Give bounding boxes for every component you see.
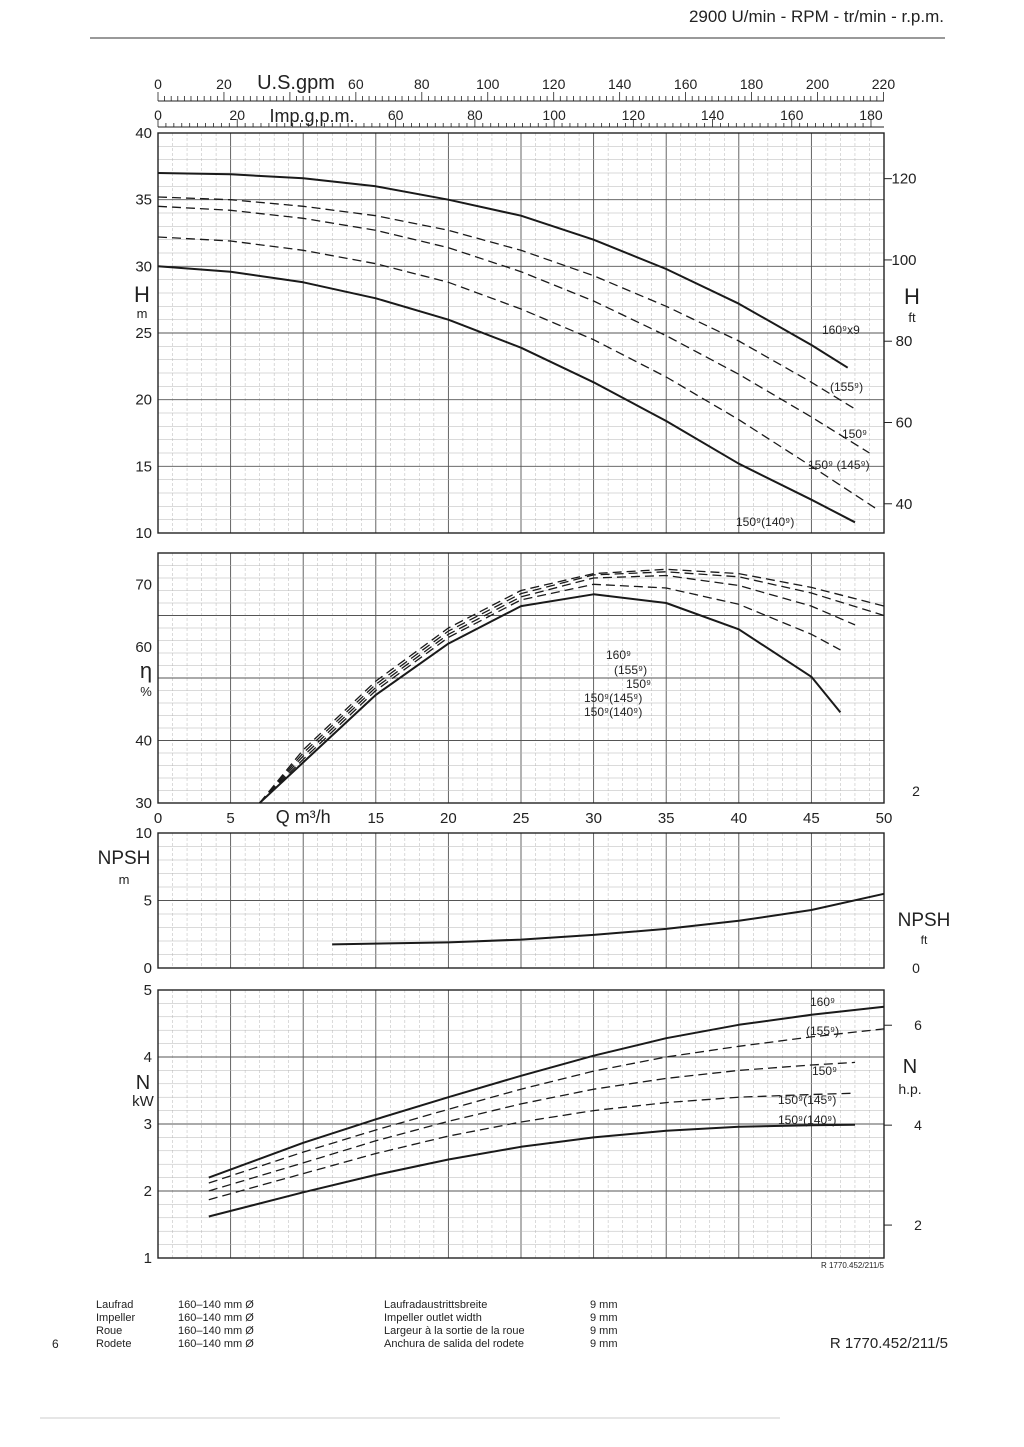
hp-tick-label: 2 (914, 1217, 922, 1234)
efficiency-curve-label: (155⁹) (614, 663, 648, 677)
y-tick-label-head: 15 (135, 458, 152, 476)
impgpm-scale (154, 106, 884, 127)
spec-label: Roue (96, 1325, 123, 1337)
npsh-ft-tick-label: 0 (912, 960, 920, 976)
usgpm-tick-label: 100 (476, 76, 500, 92)
impgpm-tick-label: 120 (621, 107, 646, 123)
q-tick-label: 20 (440, 810, 457, 827)
hp-tick-label: 4 (914, 1117, 922, 1134)
impgpm-tick-label: 80 (467, 107, 483, 123)
y-tick-label-npsh: 10 (135, 825, 152, 842)
y-tick-label-power: 3 (143, 1116, 152, 1133)
spec-label: Laufrad (96, 1299, 134, 1311)
usgpm-tick-label: 20 (216, 76, 232, 92)
y-tick-label-npsh: 5 (143, 892, 152, 910)
y-tick-label-head: 25 (135, 325, 152, 342)
efficiency-axis-symbol: η (139, 658, 153, 683)
usgpm-tick-label: 220 (871, 76, 896, 92)
ft-tick-label: 40 (895, 495, 913, 513)
y-tick-label-efficiency: 30 (135, 795, 152, 812)
efficiency-curve-label: 150⁹ (626, 677, 652, 691)
spec-label: Impeller outlet width (384, 1312, 482, 1324)
q-tick-label: 40 (730, 810, 748, 827)
usgpm-tick-label: 0 (154, 76, 162, 92)
y-tick-label-efficiency: 40 (135, 732, 152, 750)
q-tick-label: 0 (153, 810, 163, 827)
power-axis-right-symbol: N (902, 1056, 918, 1078)
y-tick-label-power: 2 (143, 1183, 152, 1200)
spec-value: 160–140 mm Ø (178, 1325, 254, 1337)
speed-header: 2900 U/min - RPM - tr/min - r.p.m. (688, 7, 944, 26)
spec-value: 9 mm (590, 1338, 618, 1350)
head-curve-label: 160⁹x9 (822, 323, 860, 337)
y-tick-label-efficiency: 60 (135, 638, 152, 656)
power-curve-label: (155⁹) (806, 1024, 840, 1038)
power-curve-label: 150⁹(145⁹) (778, 1093, 837, 1107)
q-axis-label: Q m³/h (275, 807, 331, 827)
usgpm-tick-label: 140 (607, 76, 632, 92)
spec-value: 160–140 mm Ø (178, 1312, 254, 1324)
y-tick-label-head: 20 (135, 391, 152, 409)
usgpm-tick-label: 160 (673, 76, 698, 92)
head-curve-label: 150⁹ (145⁹) (808, 458, 870, 472)
head-axis-left-unit: m (136, 306, 148, 321)
q-tick-label: 5 (226, 810, 235, 827)
grid-npsh (158, 833, 884, 968)
spec-value: 160–140 mm Ø (178, 1338, 254, 1350)
power-curve-label: 150⁹(140⁹) (778, 1113, 837, 1127)
spec-value: 160–140 mm Ø (178, 1299, 254, 1311)
head-axis-right-unit: ft (908, 310, 916, 325)
spec-label: Laufradaustrittsbreite (384, 1299, 488, 1311)
head-axis-left-symbol: H (134, 282, 150, 307)
impgpm-tick-label: 140 (700, 107, 725, 123)
q-tick-label: 45 (803, 810, 820, 827)
q-tick-label: 30 (585, 810, 602, 827)
q-scale (154, 807, 893, 827)
usgpm-tick-label: 200 (805, 76, 830, 92)
spec-label: Largeur à la sortie de la roue (384, 1325, 525, 1337)
impgpm-tick-label: 20 (229, 107, 246, 123)
ft-tick-label: 120 (891, 170, 917, 188)
npsh-axis-left-unit: m (118, 872, 130, 887)
impeller-spec-footer (96, 1299, 618, 1350)
spec-value: 9 mm (590, 1325, 618, 1337)
ft-tick-label: 80 (895, 333, 913, 351)
q-tick-label: 15 (367, 810, 385, 827)
spec-value: 9 mm (590, 1299, 618, 1311)
grid-head (158, 133, 884, 533)
efficiency-curve-label: 160⁹ (606, 648, 632, 662)
head-curve-label: (155⁹) (830, 380, 864, 394)
impgpm-tick-label: 180 (859, 107, 883, 123)
y-tick-label-efficiency: 70 (135, 576, 152, 594)
power-curve-label: 160⁹ (810, 995, 836, 1009)
curve-power-3 (209, 1093, 855, 1200)
q-tick-label: 50 (875, 810, 893, 827)
y-tick-label-power: 5 (143, 982, 152, 999)
ft-tick-label: 60 (895, 414, 913, 432)
power-axis-left-unit: kW (132, 1093, 154, 1110)
impgpm-tick-label: 160 (780, 107, 804, 123)
impgpm-tick-label: 0 (154, 107, 162, 123)
usgpm-tick-label: 180 (739, 76, 764, 92)
npsh-axis-left-symbol: NPSH (97, 848, 151, 869)
head-curve-label: 150⁹(140⁹) (736, 515, 795, 529)
spec-label: Anchura de salida del rodete (384, 1338, 525, 1350)
usgpm-axis-label: U.S.gpm (257, 72, 335, 94)
page-number: 6 (52, 1337, 59, 1351)
impgpm-tick-label: 60 (387, 107, 404, 123)
y-tick-label-power: 1 (143, 1250, 152, 1267)
y-tick-label-npsh: 0 (143, 960, 152, 977)
efficiency-curve-label: 150⁹(140⁹) (584, 705, 643, 719)
impgpm-tick-label: 100 (542, 107, 566, 123)
y-tick-label-head: 30 (135, 258, 152, 276)
usgpm-tick-label: 80 (414, 76, 430, 92)
npsh-axis-right-symbol: NPSH (897, 910, 951, 931)
doc-ref: R 1770.452/211/5 (829, 1335, 948, 1352)
impgpm-axis-label: Imp.g.p.m. (269, 106, 355, 126)
y-tick-label-power: 4 (143, 1049, 152, 1066)
power-axis-left-symbol: N (135, 1072, 151, 1094)
curve-power-4 (209, 1125, 855, 1217)
usgpm-tick-label: 120 (542, 76, 566, 92)
power-curve-label: 150⁹ (812, 1064, 838, 1078)
y-tick-label-head: 35 (135, 191, 152, 209)
hp-tick-label: 6 (914, 1017, 922, 1034)
spec-label: Rodete (96, 1338, 132, 1350)
head-curve-label: 150⁹ (842, 427, 868, 441)
y-tick-label-head: 10 (135, 525, 152, 542)
q-tick-label: 25 (512, 810, 530, 827)
curve-efficiency-1 (260, 572, 884, 803)
npsh-ft-tick-label: 2 (912, 782, 920, 799)
head-axis-right-symbol: H (904, 284, 920, 309)
usgpm-tick-label: 60 (348, 76, 364, 92)
curve-efficiency-2 (260, 576, 855, 804)
efficiency-axis-unit: % (140, 684, 152, 699)
chart-ref-small: R 1770.452/211/5 (820, 1261, 884, 1270)
y-tick-label-head: 40 (135, 125, 152, 142)
curve-efficiency-0 (260, 569, 884, 803)
curve-head-2 (158, 206, 870, 453)
grid-power (158, 990, 884, 1258)
q-tick-label: 35 (657, 810, 675, 827)
spec-label: Impeller (96, 1312, 136, 1324)
ft-tick-label: 100 (891, 251, 917, 269)
spec-value: 9 mm (590, 1312, 618, 1324)
usgpm-scale (154, 72, 895, 101)
npsh-axis-right-unit: ft (920, 933, 928, 947)
power-axis-right-unit: h.p. (898, 1081, 922, 1097)
efficiency-curve-label: 150⁹(145⁹) (584, 691, 643, 705)
